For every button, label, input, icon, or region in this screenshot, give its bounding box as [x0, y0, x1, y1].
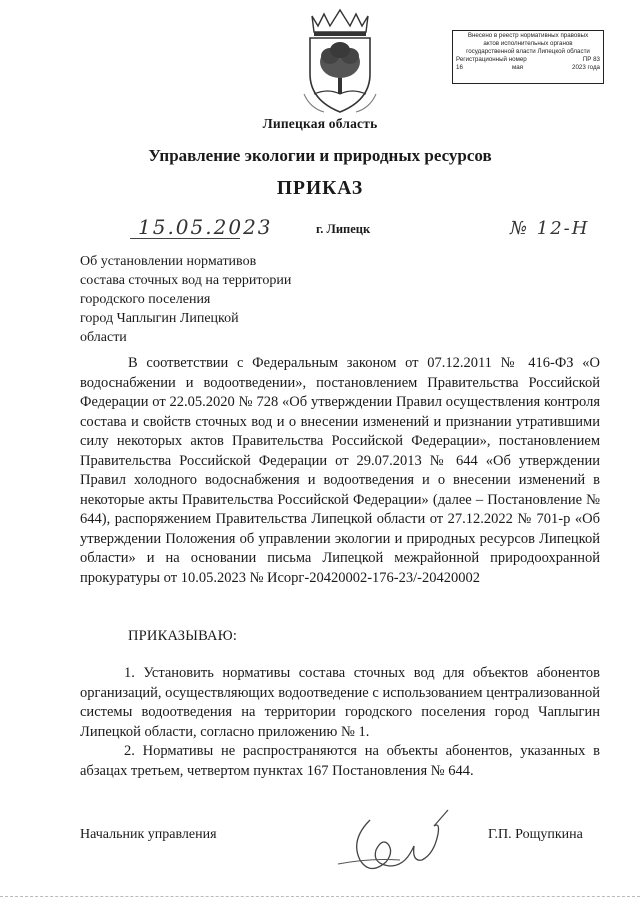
department-name: Управление экологии и природных ресурсов: [148, 146, 492, 165]
registry-stamp-line-2: актов исполнительных органов: [483, 40, 573, 47]
handwritten-date: 15.05.2023: [138, 215, 273, 239]
scan-bottom-edge: [0, 896, 640, 897]
registry-date-month: мая: [511, 64, 523, 71]
handwritten-order-number: № 12-Н: [510, 218, 590, 239]
order-items: [80, 664, 600, 781]
registry-stamp-line-1: Внесено в реестр нормативных правовых: [467, 32, 589, 39]
registry-date-day: 16: [456, 64, 463, 71]
handwritten-signature: [330, 800, 470, 890]
region-name: Липецкая область: [262, 116, 378, 131]
registry-date-year: 2023 года: [572, 64, 600, 71]
subject-line: Об установлении нормативов: [80, 254, 257, 269]
city-label: г. Липецк: [316, 222, 371, 236]
coat-of-arms-emblem: [298, 8, 382, 116]
order-subject: [80, 252, 340, 347]
subject-line: город Чаплыгин Липецкой: [80, 311, 239, 326]
orders-heading: ПРИКАЗЫВАЮ:: [128, 628, 238, 644]
order-item-1: 1. Установить нормативы состава сточных вод для объектов абонентов организаций, осуществляющих водоотведение с использованием централизованной системы водоотведения на территории городского поселения город Чаплыгин Липецкой области, согласно приложению № 1.: [80, 665, 600, 740]
registry-stamp: [452, 30, 604, 84]
subject-line: городского поселения: [80, 292, 211, 307]
date-underline: [130, 238, 240, 239]
subject-line: области: [80, 330, 127, 345]
registry-number-label: Регистрационный номер: [456, 56, 527, 63]
preamble-paragraph: В соответствии с Федеральным законом от 07.12.2011 № 416-ФЗ «О водоснабжении и водоотведении», постановлением Правительства Российской Федерации от 22.05.2020 № 728 «Об утверждении Правил осуществления контроля состава и свойств сточных вод и о внесении изменений и признании утратившими силу некоторых актов Правительства Российской Федерации», постановлением Правительства Российской Федерации от 29.07.2013 № 644 «Об утверждении Правил холодного водоснабжения и водоотведения и о внесении изменений в некоторые акты Правительства Российской Федерации» (далее – Постановление № 644), распоряжением Правительства Липецкой области от 27.12.2022 № 701-р «Об утверждении Положения об управлении экологии и природных ресурсов Липецкой области» и на основании письма Липецкой межрайонной природоохранной прокуратуры от 10.05.2023 № Исорг-20420002-176-23/-20420002: [80, 355, 600, 586]
registry-number-value: ПР 83: [582, 56, 600, 63]
document-type-title: ПРИКАЗ: [276, 178, 364, 199]
order-item-2: 2. Нормативы не распространяются на объекты абонентов, указанных в абзацах третьем, четвертом пунктах 167 Постановления № 644.: [80, 743, 600, 779]
subject-line: состава сточных вод на территории: [80, 273, 292, 288]
registry-stamp-line-3: государственной власти Липецкой области: [466, 48, 590, 55]
signer-name: Г.П. Рощупкина: [488, 827, 583, 842]
order-preamble: [80, 354, 600, 588]
signer-position: Начальник управления: [80, 827, 217, 842]
